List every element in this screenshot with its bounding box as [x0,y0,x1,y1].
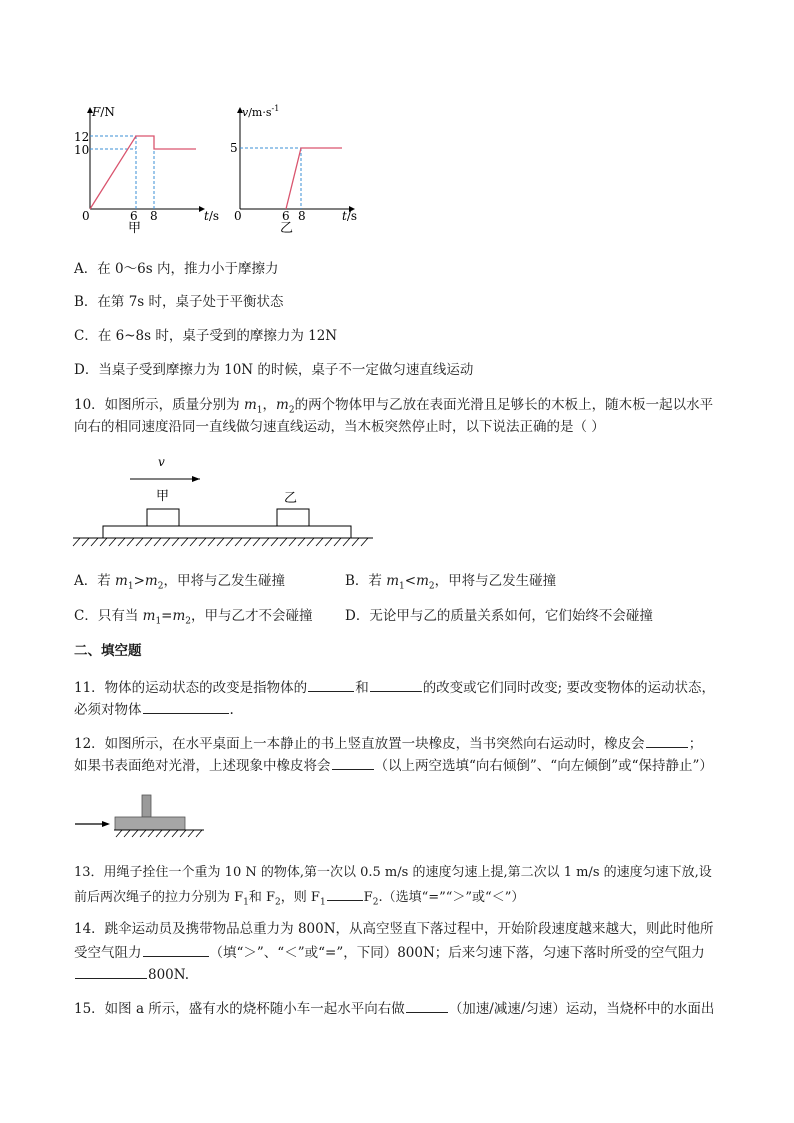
q12-line2: 如果书表面绝对光滑，上述现象中橡皮将会 （以上两空选填“向右倾倒”、“向左倾倒”或“保持静止”） [74,755,713,775]
q12-figure [72,792,212,840]
origin-label: 0 [82,209,90,223]
block-yi-label: 乙 [284,491,298,506]
arrow-head-icon [192,476,200,482]
y-tick-10: 10 [74,143,90,157]
q13-blank[interactable] [327,886,363,901]
x-tick-6: 6 [130,209,138,223]
q9-option-a: A．在 0～6s 内，推力小于摩擦力 [74,261,279,277]
block-jia-label: 甲 [156,489,170,504]
q14-line2: 受空气阻力 （填“＞”、“＜”或“=”，下同）800N；后来匀速下落，匀速下落时所受的空气阻力 [74,942,705,962]
q11-blank-2[interactable] [370,677,422,692]
q10-figure [70,454,380,554]
y-axis-label: $v/m\cdot s^{-1}$ [242,104,280,119]
graph-force-time [74,98,220,238]
q11-line1: 11．物体的运动状态的改变是指物体的 和 的改变或它们同时改变; 要改变物体的运动状态， [74,677,715,697]
q10-stem-line2: 向右的相同速度沿同一直线做匀速直线运动，当木板突然停止时，以下说法正确的是（ ） [74,419,605,435]
x-tick-8: 8 [150,209,158,223]
q9-option-c: C．在 6~8s 时，桌子受到的摩擦力为 12N [74,328,338,344]
arrow-head-icon [102,821,110,827]
section-title: 二、填空题 [74,643,142,659]
q10-option-d: D．无论甲与乙的质量关系如何，它们始终不会碰撞 [345,608,653,624]
q11-blank-1[interactable] [308,677,354,692]
q14-line1: 14．跳伞运动员及携带物品总重力为 800N，从高空竖直下落过程中，开始阶段速度越来越大，则此时他所 [74,921,714,937]
y-tick-12: 12 [74,130,90,144]
q12-blank-2[interactable] [332,755,374,770]
q10-option-a: A．若 $m_1>m_2$，甲将与乙发生碰撞 [74,573,285,592]
q10-option-b: B．若 $m_1<m_2$，甲将与乙发生碰撞 [345,573,557,592]
q12-line1: 12．如图所示，在水平桌面上一本静止的书上竖直放置一块橡皮，当书突然向右运动时，橡皮会 ； [74,733,702,753]
q15-blank-1[interactable] [406,998,448,1013]
q12-blank-1[interactable] [646,733,688,748]
x-axis-label: t/s [342,209,358,223]
ground-hatch [73,538,368,546]
table-hatch [116,830,202,837]
q11-blank-3[interactable] [143,699,229,714]
book [115,817,185,830]
origin-label: 0 [234,209,242,223]
graph-caption: 乙 [280,221,294,236]
q13-line1: 13．用绳子拴住一个重为 10 N 的物体,第一次以 0.5 m/s 的速度匀速上提,第二次以 1 m/s 的速度匀速下放,设 [74,865,712,880]
x-axis-label: t/s [204,209,220,223]
q14-blank-2[interactable] [75,964,147,979]
q14-line3: 800N. [74,964,189,984]
wood-board [103,526,351,538]
block-yi [277,509,309,526]
block-jia [147,509,179,526]
eraser [142,795,151,817]
velocity-label: v [158,455,165,469]
q9-option-d: D．当桌子受到摩擦力为 10N 的时候，桌子不一定做匀速直线运动 [74,362,474,378]
q10-stem-line1: 10．如图所示，质量分别为 $m_1$，$m_2$的两个物体甲与乙放在表面光滑且足够长的木板上，随木板一起以水平 [74,397,714,416]
q11-line2: 必须对物体 . [74,699,234,719]
q9-option-b: B．在第 7s 时，桌子处于平衡状态 [74,294,284,310]
q15-line1: 15．如图 a 所示，盛有水的烧杯随小车一起水平向右做 （加速/减速/匀速）运动，当烧杯中的水面出 [74,998,714,1018]
q14-blank-1[interactable] [143,942,209,957]
q10-option-c: C．只有当 $m_1=m_2$，甲与乙才不会碰撞 [74,608,313,627]
y-axis-label: F/N [92,105,115,119]
graph-caption: 甲 [128,221,142,236]
graph-velocity-time [226,98,366,238]
q13-line2: 前后两次绳子的拉力分别为 $F_1$和 $F_2$，则 $F_1$ $F_2$.（选填“=”“＞”或“＜”） [74,886,524,912]
force-curve [90,136,196,209]
x-tick-8: 8 [298,209,306,223]
velocity-curve [286,148,342,209]
x-tick-6: 6 [282,209,290,223]
y-tick-5: 5 [230,141,238,155]
